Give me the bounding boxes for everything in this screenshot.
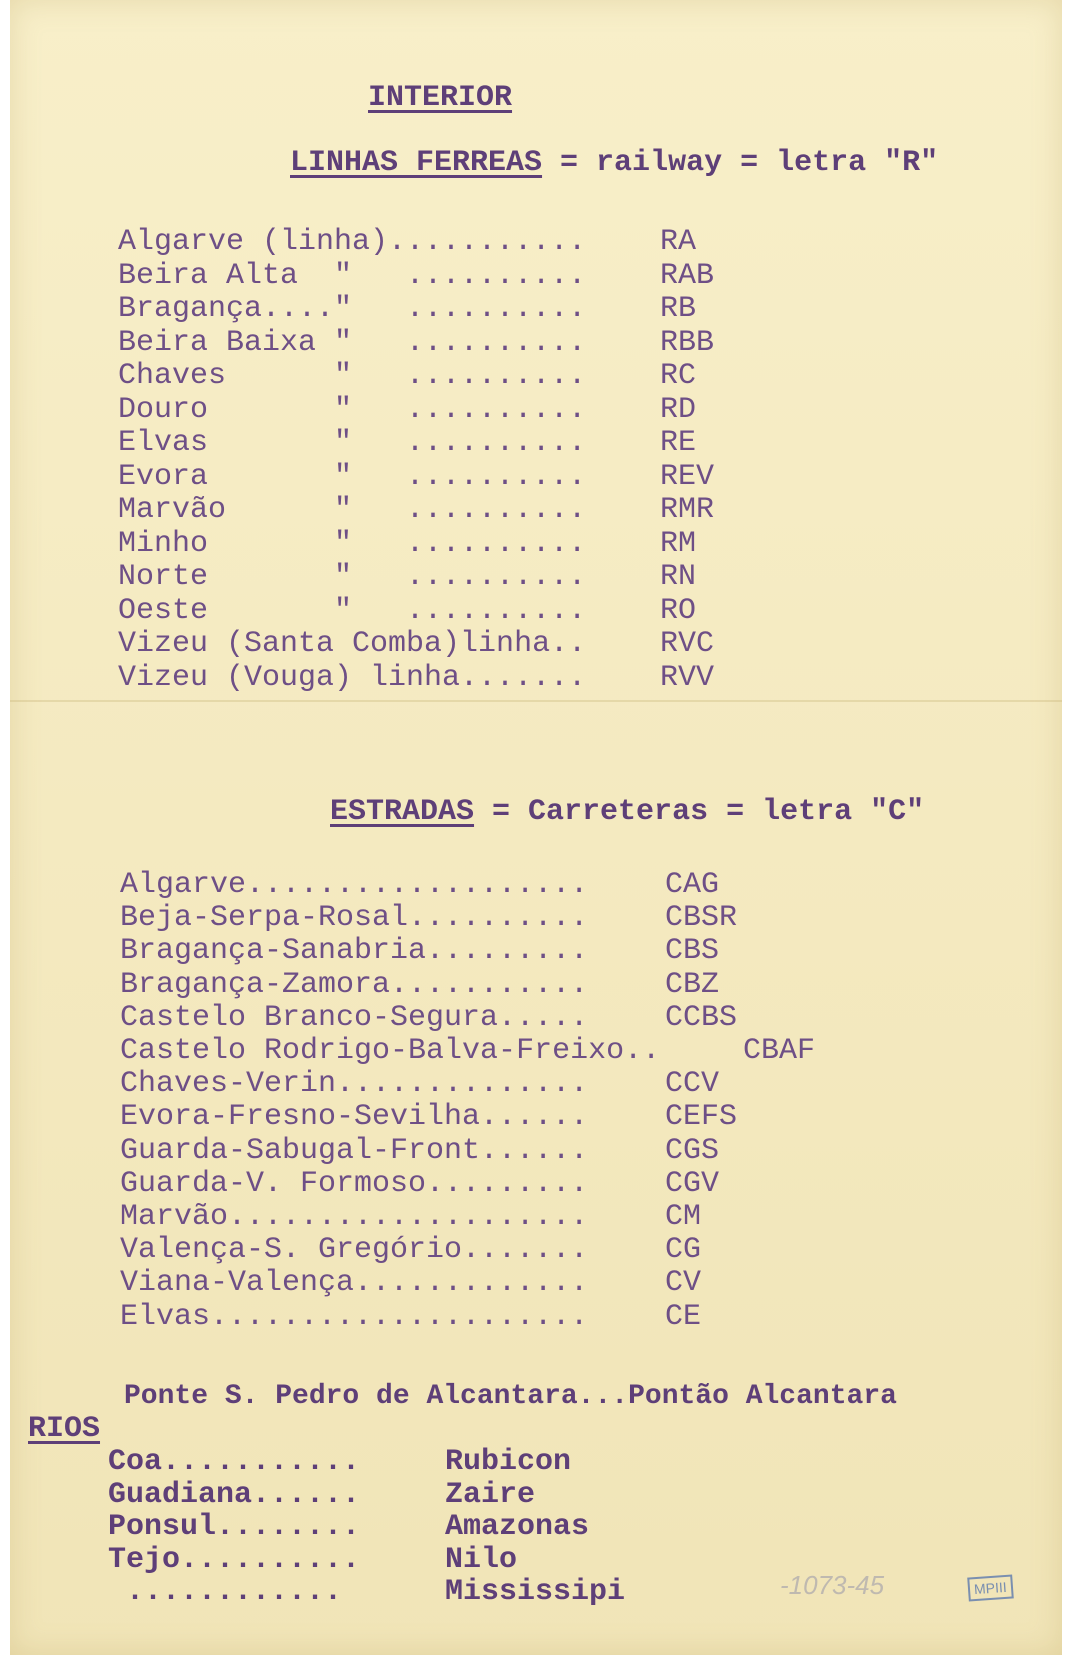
railway-entry-label: Evora " .......... [118, 459, 587, 494]
road-entry-code: CAG [665, 868, 720, 902]
railway-entry-code: RB [660, 292, 697, 326]
road-entry-code: CCV [665, 1067, 720, 1102]
pencil-note: -1073-45 [780, 1570, 885, 1600]
river-entry-code: Mississipi [445, 1575, 626, 1609]
railway-entry-code: RO [660, 593, 697, 628]
road-entry-label: Elvas..................... [120, 1299, 589, 1334]
railway-entry-label: Vizeu (Santa Comba)linha.. [118, 627, 587, 661]
roads-heading-rest: = Carreteras = letra "C" [474, 795, 925, 829]
railway-entry-label: Algarve (linha)........... [118, 225, 587, 259]
railway-entry-code: RBB [660, 325, 715, 360]
river-entry-label: ............ [108, 1575, 343, 1609]
road-entry-code: CBZ [665, 967, 720, 1002]
road-entry-code: CE [665, 1299, 702, 1334]
rivers-heading: RIOS [28, 1412, 101, 1446]
river-entry-label: Guadiana...... [108, 1477, 361, 1512]
road-entry-code: CBAF [743, 1034, 816, 1068]
road-entry-code: CG [665, 1233, 702, 1268]
road-entry-label: Beja-Serpa-Rosal.......... [120, 901, 589, 936]
road-entry-label: Valença-S. Gregório....... [120, 1233, 589, 1268]
road-entry-label: Evora-Fresno-Sevilha...... [120, 1100, 589, 1135]
road-entry-code: CEFS [665, 1100, 738, 1135]
fold-line [10, 700, 1062, 702]
roads-heading: ESTRADAS [330, 795, 475, 829]
railway-entry-label: Bragança...." .......... [118, 292, 587, 326]
railway-entry-label: Beira Alta " .......... [118, 258, 587, 293]
railway-entry-code: RMR [660, 493, 715, 527]
railway-entry-code: RA [660, 225, 697, 259]
railway-entry-code: RD [660, 392, 697, 427]
road-entry-label: Algarve................... [120, 868, 589, 902]
road-entry-code: CGS [665, 1133, 720, 1168]
railway-entry-code: REV [660, 459, 715, 494]
road-entry-label: Viana-Valença............. [120, 1266, 589, 1301]
railway-entry-label: Vizeu (Vouga) linha....... [118, 660, 587, 695]
road-entry-code: CBSR [665, 901, 738, 936]
railway-entry-label: Chaves " .......... [118, 359, 587, 393]
railway-entry-label: Oeste " .......... [118, 593, 587, 628]
railway-entry-code: RC [660, 359, 697, 393]
road-entry-label: Guarda-Sabugal-Front...... [120, 1133, 589, 1168]
railway-entry-code: RE [660, 426, 697, 460]
road-entry-code: CGV [665, 1166, 720, 1201]
road-entry-label: Chaves-Verin.............. [120, 1067, 589, 1102]
bridge-line: Ponte S. Pedro de Alcantara...Pontão Alcantara [124, 1381, 897, 1412]
road-entry-label: Castelo Branco-Segura..... [120, 1000, 589, 1035]
railway-heading-rest: = railway = letra "R" [542, 146, 939, 180]
river-entry-label: Tejo.......... [108, 1542, 361, 1577]
railway-heading-line [290, 147, 938, 180]
railway-entry-label: Norte " .......... [118, 560, 587, 594]
railway-entry-label: Douro " .......... [118, 392, 587, 427]
road-entry-label: Bragança-Sanabria......... [120, 934, 589, 969]
railway-entry-code: RN [660, 560, 697, 594]
road-entry-label: Marvão.................... [120, 1200, 589, 1234]
railway-entry-code: RAB [660, 258, 715, 293]
railway-entry-label: Minho " .......... [118, 526, 587, 561]
river-entry-label: Ponsul........ [108, 1510, 361, 1544]
river-entry-label: Coa........... [108, 1445, 361, 1479]
archive-stamp: MPIII [967, 1574, 1013, 1601]
road-entry-code: CCBS [665, 1000, 738, 1035]
railway-entry-label: Marvão " .......... [118, 493, 587, 527]
road-entry-label: Bragança-Zamora........... [120, 967, 589, 1002]
river-entry-code: Amazonas [445, 1510, 590, 1544]
railway-entry-label: Elvas " .......... [118, 426, 587, 460]
railway-heading: LINHAS FERREAS [290, 146, 543, 180]
railway-entry-code: RVC [660, 627, 715, 661]
railway-entry-code: RM [660, 526, 697, 561]
river-entry-code: Nilo [445, 1542, 518, 1577]
road-entry-label: Castelo Rodrigo-Balva-Freixo.. [120, 1034, 661, 1068]
river-entry-code: Zaire [445, 1477, 536, 1512]
river-entry-code: Rubicon [445, 1445, 572, 1479]
road-entry-code: CV [665, 1266, 702, 1301]
road-entry-code: CM [665, 1200, 702, 1234]
road-entry-code: CBS [665, 934, 720, 969]
railway-entry-label: Beira Baixa " .......... [118, 325, 587, 360]
road-entry-label: Guarda-V. Formoso......... [120, 1166, 589, 1201]
page-title: INTERIOR [368, 81, 513, 115]
roads-heading-line [330, 796, 924, 829]
railway-entry-code: RVV [660, 660, 715, 695]
